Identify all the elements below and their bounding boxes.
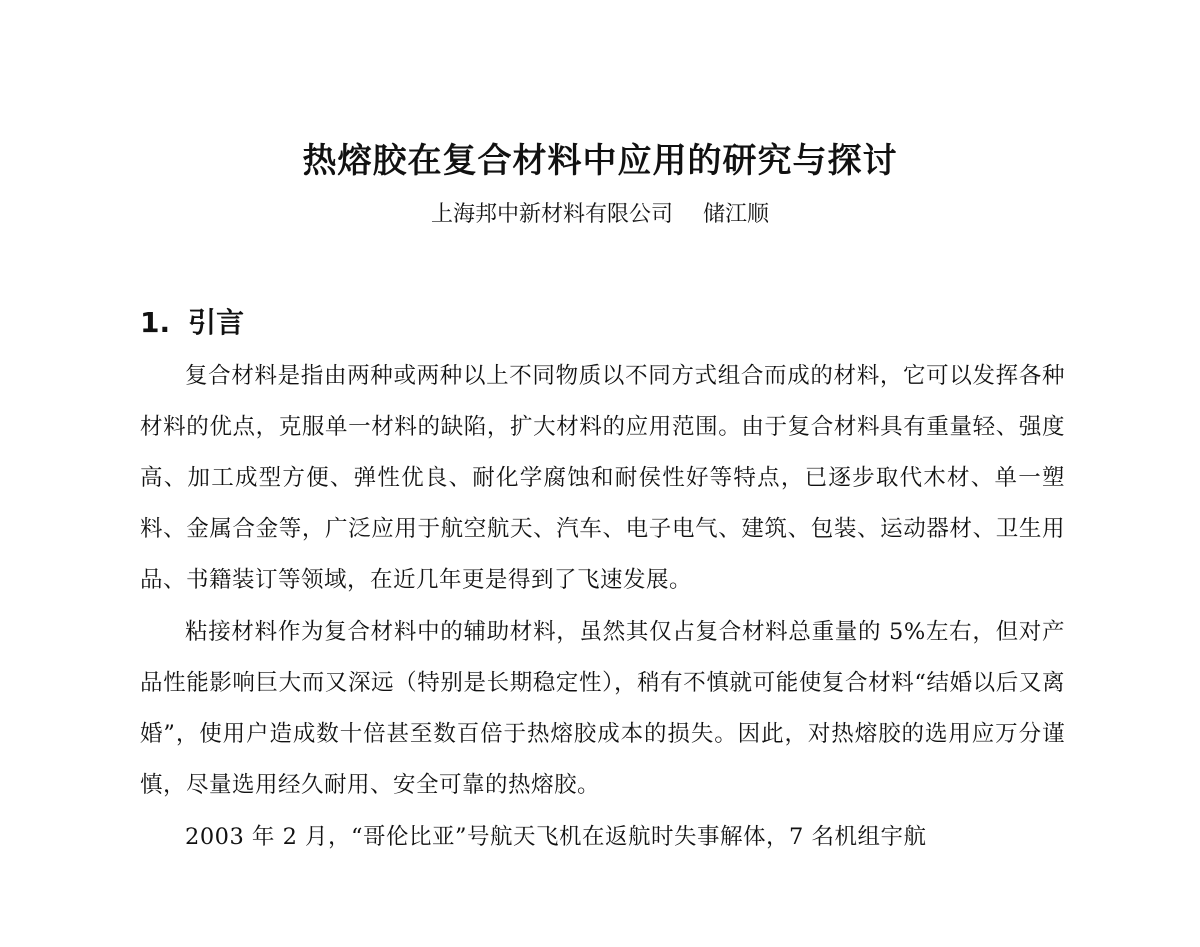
- section-heading: [140, 302, 244, 344]
- author-name: 储江顺: [703, 202, 770, 227]
- section-title: 引言: [188, 306, 245, 339]
- body-text: [140, 351, 1065, 864]
- paragraph: 粘接材料作为复合材料中的辅助材料，虽然其仅占复合材料总重量的 5%左右，但对产品性能影响巨大而又深远（特别是长期稳定性），稍有不慎就可能使复合材料“结婚以后又离婚”，使用户造成数十倍甚至数百倍于热熔胶成本的损失。因此，对热熔胶的选用应万分谨慎，尽量选用经久耐用、安全可靠的热熔胶。: [140, 619, 1065, 798]
- paragraph: 2003 年 2 月，“哥伦比亚”号航天飞机在返航时失事解体，7 名机组宇航: [185, 824, 927, 850]
- author-line: [0, 198, 1200, 232]
- section-number: 1.: [140, 306, 171, 339]
- affiliation: 上海邦中新材料有限公司: [430, 202, 673, 227]
- paragraph: 复合材料是指由两种或两种以上不同物质以不同方式组合而成的材料，它可以发挥各种材料的优点，克服单一材料的缺陷，扩大材料的应用范围。由于复合材料具有重量轻、强度高、加工成型方便、弹性优良、耐化学腐蚀和耐侯性好等特点，已逐步取代木材、单一塑料、金属合金等，广泛应用于航空航天、汽车、电子电气、建筑、包装、运动器材、卫生用品、书籍装订等领域，在近几年更是得到了飞速发展。: [140, 363, 1065, 593]
- paper-title: 热熔胶在复合材料中应用的研究与探讨: [302, 141, 898, 181]
